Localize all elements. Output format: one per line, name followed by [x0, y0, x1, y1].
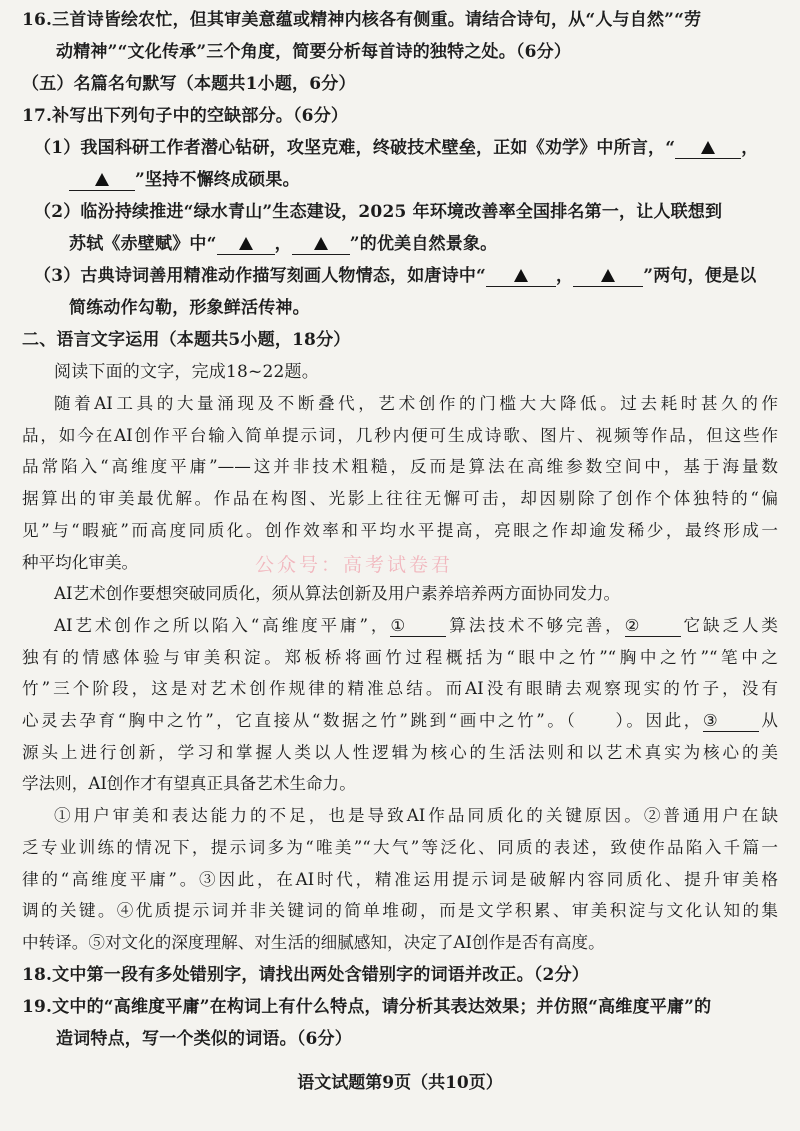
blank-number: ③	[702, 711, 718, 731]
q17-s3-line1	[22, 260, 778, 292]
answer-blank-1[interactable]	[390, 616, 446, 637]
answer-blank[interactable]	[573, 266, 643, 287]
q17-s2-line2	[22, 228, 778, 260]
q17-s1-text: （1）我国科研工作者潜心钻研，攻坚克难，终破技术壁垒，正如《劝学》中所言，“	[34, 138, 676, 158]
q17-s1-end: ”坚持不懈终成硕果。	[135, 170, 300, 190]
answer-blank[interactable]	[217, 234, 275, 255]
q19-line1: 19.文中的“高维度平庸”在构词上有什么特点，请分析其表达效果；并仿照“高维度平庸”的	[22, 996, 712, 1017]
passage-line: 调的关键。④优质提示词并非关键词的简单堆砌，而是文学积累、审美积淀与文化认知的集	[22, 901, 778, 921]
q17-s3-start: （3）古典诗词善用精准动作描写刻画人物情态，如唐诗中“	[34, 266, 487, 286]
answer-blank[interactable]	[292, 234, 350, 255]
answer-blank-3[interactable]	[703, 711, 759, 732]
section-2-heading: 二、语言文字运用（本题共5小题，18分）	[22, 330, 351, 350]
passage-line	[22, 610, 778, 642]
q17-s3-comma: ，	[556, 266, 574, 286]
q19-line2: 造词特点，写一个类似的词语。（6分）	[56, 1028, 352, 1049]
triangle-icon	[601, 269, 615, 282]
blank-number: ①	[390, 615, 406, 635]
q17-title: 17.补写出下列句子中的空缺部分。（6分）	[22, 106, 349, 126]
passage-text: 算法技术不够完善，	[446, 615, 625, 635]
answer-blank-2[interactable]	[625, 616, 681, 637]
passage-line: 品，如今在AI创作平台输入简单提示词，几秒内便可生成诗歌、图片、视频等作品，但这些作	[22, 425, 778, 445]
q17-s3-line2: 简练动作勾勒，形象鲜活传神。	[69, 298, 310, 318]
passage-line: AI艺术创作要想突破同质化，须从算法创新及用户素养培养两方面协同发力。	[54, 584, 621, 604]
passage-line: 中转译。⑤对文化的深度理解、对生活的细腻感知，决定了AI创作是否有高度。	[22, 932, 605, 952]
passage-line: 独有的情感体验与审美积淀。郑板桥将画竹过程概括为“眼中之竹”“胸中之竹”“笔中之	[22, 647, 778, 667]
passage-line: ①用户审美和表达能力的不足，也是导致AI作品同质化的关键原因。②普通用户在缺	[54, 806, 778, 826]
q16-line1: 16.三首诗皆绘农忙，但其审美意蕴或精神内核各有侧重。请结合诗句，从“人与自然”“劳	[22, 10, 702, 30]
passage-line: 见”与“暇疵”而高度同质化。创作效率和平均水平提高，亮眼之作却逾发稀少，最终形成一	[22, 520, 778, 540]
passage-text: 心灵去孕育“胸中之竹”，它直接从“数据之竹”跳到“画中之竹”。（ ）。因此，	[22, 711, 703, 731]
q17-s3-end: ”两句，便是以	[643, 266, 757, 286]
passage-line: 随着AI工具的大量涌现及不断叠代，艺术创作的门槛大大降低。过去耗时甚久的作	[54, 394, 778, 413]
blank-number: ②	[624, 615, 640, 635]
passage-line: 品常陷入“高维度平庸”——这并非技术粗糙，反而是算法在高维参数空间中，基于海量数	[22, 457, 778, 477]
answer-blank[interactable]	[69, 170, 135, 191]
passage-line: 乏专业训练的情况下，提示词多为“唯美”“大气”等泛化、同质的表述，致使作品陷入千篇一	[22, 837, 778, 857]
q17-s1-comma: ，	[741, 138, 759, 158]
answer-blank[interactable]	[486, 266, 556, 287]
triangle-icon	[239, 237, 253, 250]
passage-text: AI艺术创作之所以陷入“高维度平庸”，	[54, 615, 391, 635]
answer-blank[interactable]	[675, 138, 741, 159]
q17-s2-end: ”的优美自然景象。	[349, 234, 498, 254]
triangle-icon	[95, 173, 109, 186]
passage-line: 据算出的审美最优解。作品在构图、光影上往往无懈可击，却因剔除了创作个体独特的“偏	[22, 489, 778, 509]
q17-s1-line1	[22, 132, 778, 164]
passage	[22, 388, 778, 959]
page-footer: 语文试题第9页（共10页）	[297, 1073, 503, 1093]
q16-line2: 动精神”“文化传承”三个角度，简要分析每首诗的独特之处。（6分）	[56, 42, 572, 62]
q18: 18.文中第一段有多处错别字，请找出两处含错别字的词语并改正。（2分）	[22, 964, 589, 985]
q17-s1-line2	[22, 164, 778, 196]
section-5-heading: （五）名篇名句默写（本题共1小题，6分）	[22, 74, 356, 94]
q17-s2-comma: ，	[274, 234, 292, 254]
passage-line: 竹”三个阶段，这是对艺术创作规律的精准总结。而AI没有眼睛去观察现实的竹子，没有	[22, 679, 778, 699]
q17-s2-line1: （2）临汾持续推进“绿水青山”生态建设，2025 年环境改善率全国排名第一，让人联想到	[34, 202, 723, 222]
exam-page	[22, 4, 778, 1055]
read-prompt: 阅读下面的文字，完成18~22题。	[54, 362, 319, 382]
passage-line: 学法则，AI创作才有望真正具备艺术生命力。	[22, 774, 356, 794]
passage-text: 它缺乏人类	[680, 615, 778, 635]
q17-s2-start: 苏轼《赤壁赋》中“	[69, 234, 217, 254]
watermark: 公众号：高考试卷君	[255, 554, 454, 576]
triangle-icon	[514, 269, 528, 282]
triangle-icon	[701, 141, 715, 154]
passage-line: 种平均化审美。	[22, 552, 139, 572]
passage-line	[22, 705, 778, 737]
passage-line: 律的“高维度平庸”。③因此，在AI时代，精准运用提示词是破解内容同质化、提升审美格	[22, 869, 778, 889]
passage-text: 从	[758, 711, 778, 731]
triangle-icon	[314, 237, 328, 250]
passage-line: 源头上进行创新，学习和掌握人类以人性逻辑为核心的生活法则和以艺术真实为核心的美	[22, 742, 778, 762]
